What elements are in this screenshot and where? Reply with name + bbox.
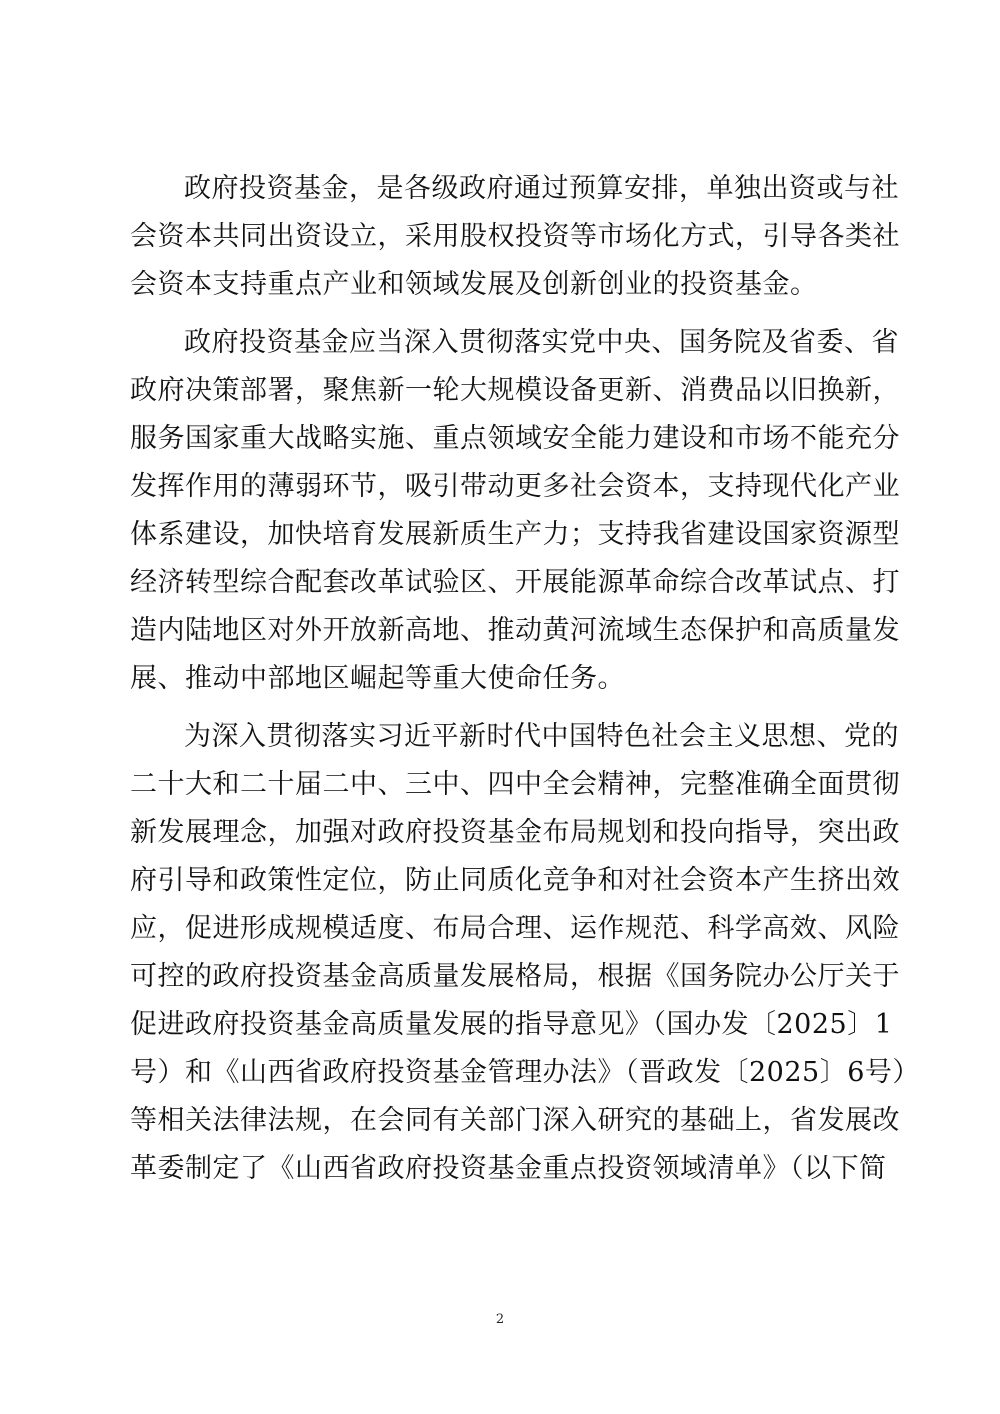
text-line: 号）和《山西省政府投资基金管理办法》（晋政发〔2025〕6号） xyxy=(130,1057,920,1088)
text-line: 政府投资基金，是各级政府通过预算安排，单独出资或与社 xyxy=(184,173,899,204)
text-line: 造内陆地区对外开放新高地、推动黄河流域生态保护和高质量发 xyxy=(130,615,900,646)
text-line: 应，促进形成规模适度、布局合理、运作规范、科学高效、风险 xyxy=(130,913,900,944)
text-line: 等相关法律法规，在会同有关部门深入研究的基础上，省发展改 xyxy=(130,1105,900,1136)
text-line: 政府投资基金应当深入贯彻落实党中央、国务院及省委、省 xyxy=(184,327,899,358)
page-number: 2 xyxy=(495,1312,505,1327)
text-line: 经济转型综合配套改革试验区、开展能源革命综合改革试点、打 xyxy=(130,567,900,598)
text-line: 会资本支持重点产业和领域发展及创新创业的投资基金。 xyxy=(130,269,818,300)
text-line: 二十大和二十届二中、三中、四中全会精神，完整准确全面贯彻 xyxy=(130,769,900,800)
text-line: 促进政府投资基金高质量发展的指导意见》（国办发〔2025〕1 xyxy=(130,1009,893,1040)
text-line: 为深入贯彻落实习近平新时代中国特色社会主义思想、党的 xyxy=(184,721,899,752)
document-body xyxy=(130,165,920,1203)
text-line: 府引导和政策性定位，防止同质化竞争和对社会资本产生挤出效 xyxy=(130,865,900,896)
text-line: 新发展理念，加强对政府投资基金布局规划和投向指导，突出政 xyxy=(130,817,900,848)
paragraph-2 xyxy=(130,319,900,703)
paragraph-1 xyxy=(130,165,900,309)
text-line: 革委制定了《山西省政府投资基金重点投资领域清单》（以下简 xyxy=(130,1153,887,1184)
paragraph-3 xyxy=(130,713,920,1193)
text-line: 发挥作用的薄弱环节，吸引带动更多社会资本，支持现代化产业 xyxy=(130,471,900,502)
text-line: 可控的政府投资基金高质量发展格局，根据《国务院办公厅关于 xyxy=(130,961,900,992)
text-line: 会资本共同出资设立，采用股权投资等市场化方式，引导各类社 xyxy=(130,221,900,252)
text-line: 展、推动中部地区崛起等重大使命任务。 xyxy=(130,663,625,694)
text-line: 政府决策部署，聚焦新一轮大规模设备更新、消费品以旧换新， xyxy=(130,375,900,406)
text-line: 服务国家重大战略实施、重点领域安全能力建设和市场不能充分 xyxy=(130,423,900,454)
text-line: 体系建设，加快培育发展新质生产力；支持我省建设国家资源型 xyxy=(130,519,900,550)
